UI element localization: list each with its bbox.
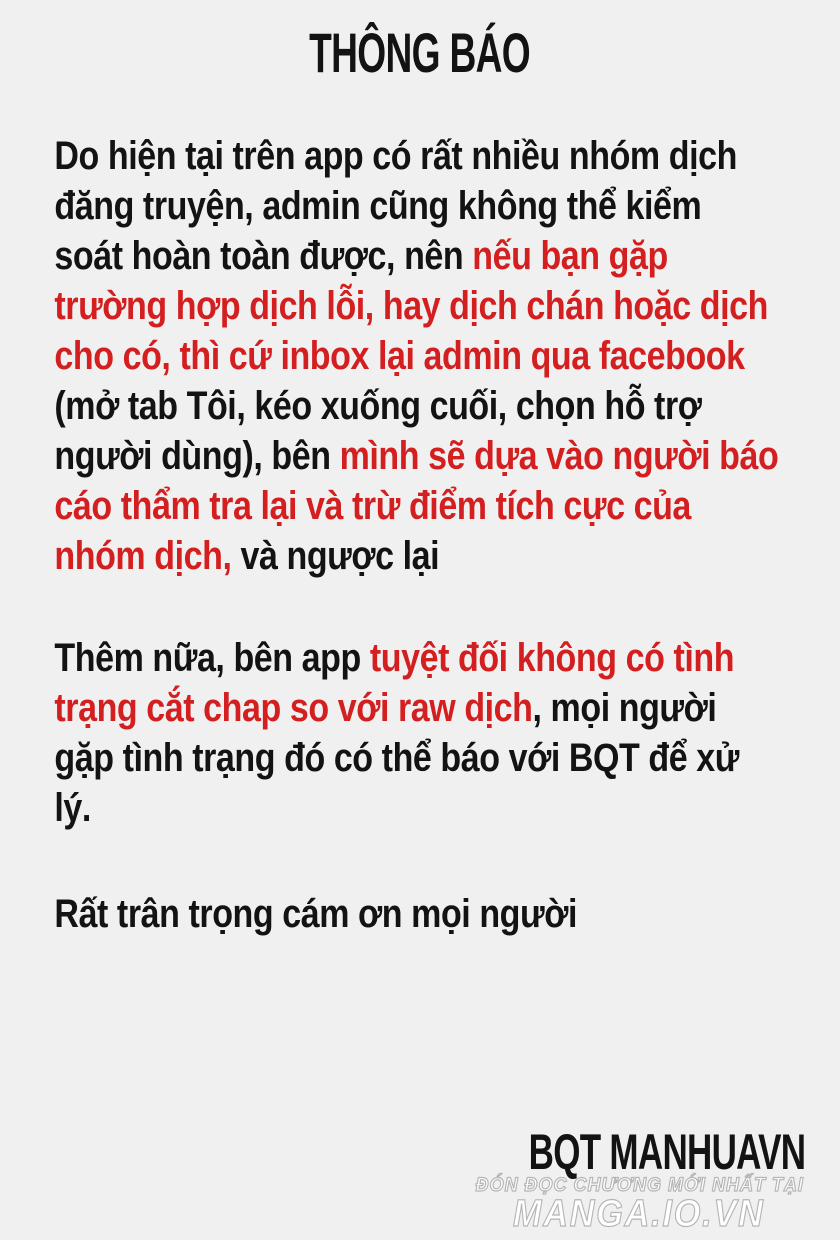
- site-watermark: [467, 1175, 812, 1235]
- signature: BQT MANHUAVN: [528, 1124, 805, 1180]
- watermark-tagline: ĐÓN ĐỌC CHƯƠNG MỚI NHẤT TẠI: [475, 1175, 804, 1196]
- watermark-site: MANGA.IO.VN: [513, 1193, 766, 1235]
- page-title: THÔNG BÁO: [309, 21, 531, 84]
- notice-line: [54, 783, 785, 833]
- text-segment: người dùng), bên: [54, 434, 340, 478]
- notice-line: [54, 733, 785, 783]
- notice-line: [54, 481, 785, 531]
- text-segment: , mọi người: [532, 686, 717, 730]
- notice-line: [54, 531, 785, 581]
- text-segment: soát hoàn toàn được, nên: [54, 234, 473, 278]
- notice-paragraph-2: [54, 633, 785, 833]
- notice-line: [54, 281, 785, 331]
- text-segment: Rất trân trọng cám ơn mọi người: [54, 892, 577, 936]
- text-segment: và ngược lại: [231, 534, 440, 578]
- text-segment-highlight: nếu bạn gặp: [472, 234, 668, 278]
- notice-line: [54, 231, 785, 281]
- text-segment: Thêm nữa, bên app: [54, 636, 370, 680]
- notice-line: [54, 331, 785, 381]
- text-segment-highlight: cáo thẩm tra lại và trừ điểm tích cực của: [54, 484, 691, 528]
- notice-line: [54, 431, 785, 481]
- notice-paragraph-1: [54, 131, 785, 581]
- page-title-row: [54, 21, 785, 97]
- text-segment: gặp tình trạng đó có thể báo với BQT để xử: [54, 736, 739, 780]
- text-segment-highlight: nhóm dịch,: [54, 534, 232, 578]
- text-segment-highlight: trạng cắt chap so với raw dịch: [54, 686, 533, 730]
- text-segment: Do hiện tại trên app có rất nhiều nhóm dịch: [54, 134, 737, 178]
- notice-paragraph-3: [54, 889, 785, 939]
- notice-line: [54, 683, 785, 733]
- notice-line: [54, 181, 785, 231]
- notice-line: [54, 889, 785, 939]
- text-segment-highlight: tuyệt đối không có tình: [369, 636, 735, 680]
- text-segment: (mở tab Tôi, kéo xuống cuối, chọn hỗ trợ: [54, 384, 702, 428]
- text-segment: đăng truyện, admin cũng không thể kiểm: [54, 184, 702, 228]
- notice-line: [54, 131, 785, 181]
- text-segment: lý.: [54, 786, 91, 830]
- text-segment-highlight: trường hợp dịch lỗi, hay dịch chán hoặc dịch: [54, 284, 768, 328]
- text-segment-highlight: mình sẽ dựa vào người báo: [339, 434, 779, 478]
- notice-line: [54, 381, 785, 431]
- notice-line: [54, 633, 785, 683]
- text-segment-highlight: cho có, thì cứ inbox lại admin qua facebook: [54, 334, 745, 378]
